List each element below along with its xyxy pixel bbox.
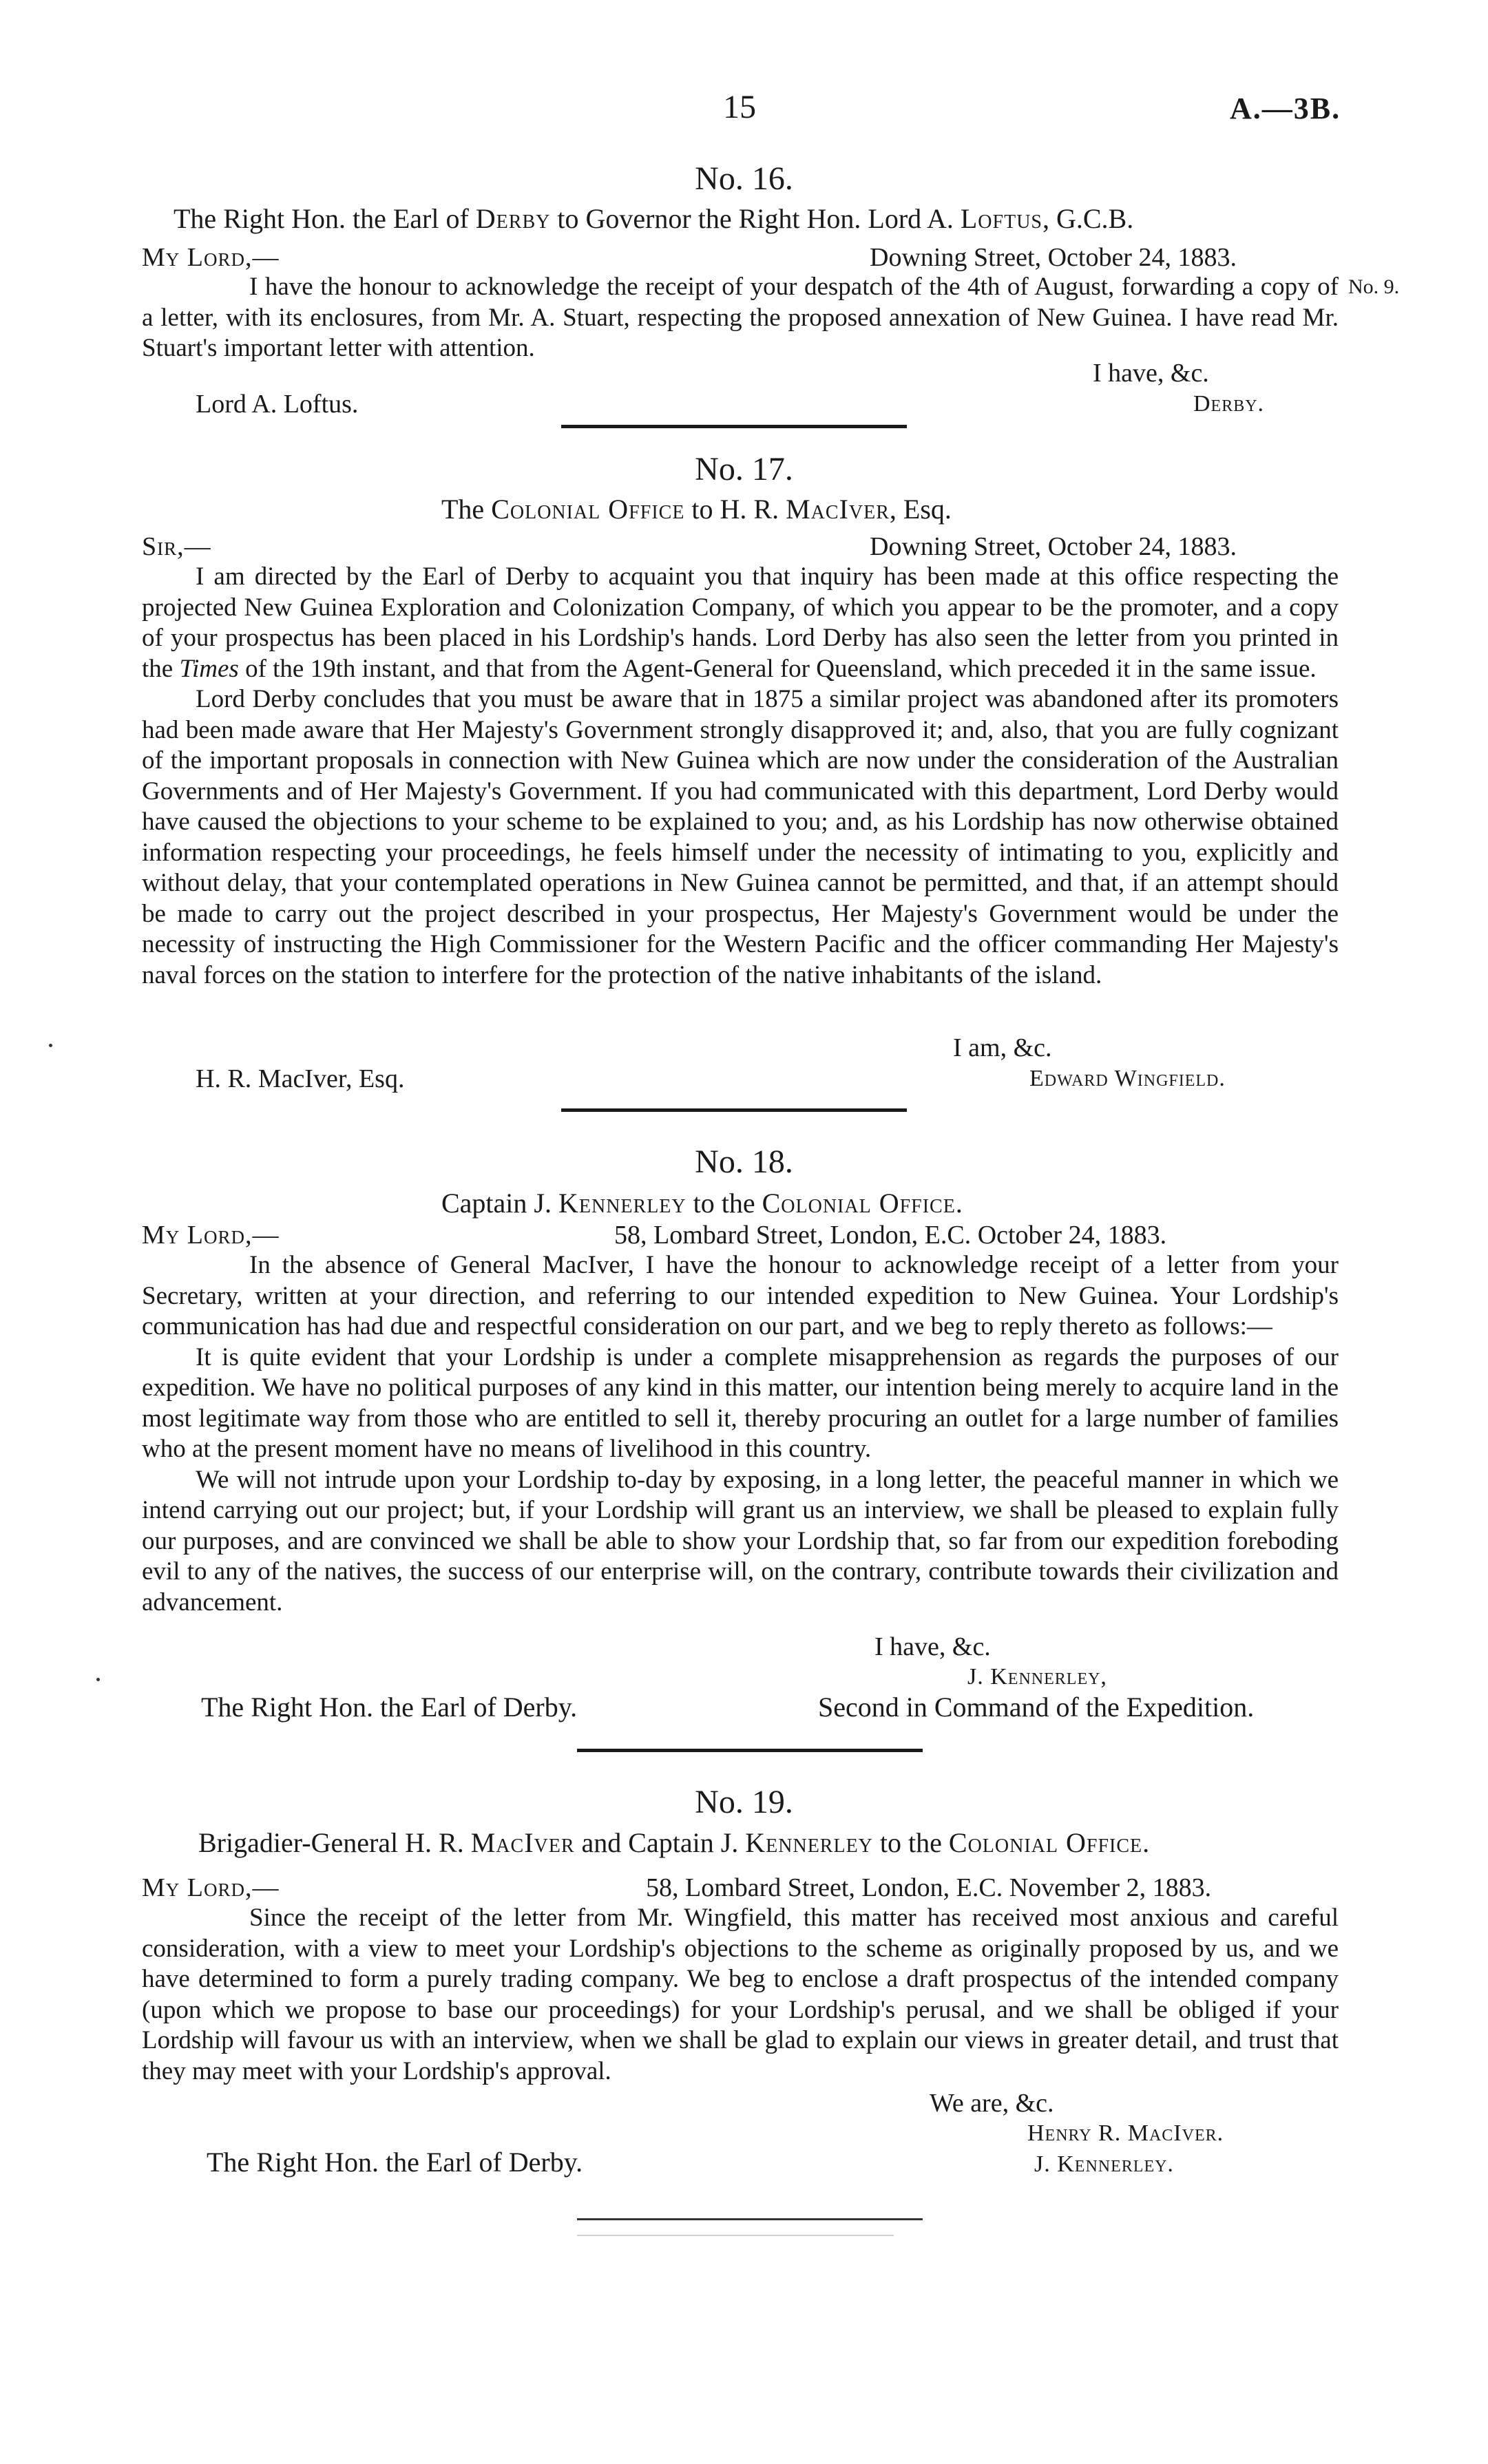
signature: J. Kennerley, — [967, 1664, 1107, 1689]
closing: I have, &c. — [1093, 359, 1209, 388]
letter-subtitle: Brigadier-General H. R. MacIver and Captain J. Kennerley to the Colonial Office. — [198, 1827, 1150, 1858]
salutation: My Lord,— — [142, 243, 280, 272]
end-rule-faint — [577, 2235, 894, 2236]
closing: I have, &c. — [874, 1632, 991, 1661]
letter-subtitle: The Colonial Office to H. R. MacIver, Esq. — [441, 494, 952, 525]
divider-rule — [561, 425, 907, 428]
document-reference: A.—3B. — [1230, 92, 1341, 125]
letter-number: No. 18. — [695, 1144, 793, 1180]
letter-body: I have the honour to acknowledge the receipt of your despatch of the 4th of August, forwarding a copy of a letter, with its enclosures, from Mr. A. Stuart, respecting the proposed annexation of New Guinea. I have read Mr. Stuart's important letter with attention. — [142, 273, 1339, 362]
divider-rule — [561, 1108, 907, 1112]
letter-number: No. 17. — [695, 451, 793, 487]
signature: J. Kennerley. — [1034, 2151, 1174, 2177]
signature: Edward Wingfield. — [1029, 1066, 1226, 1091]
letter-body: Since the receipt of the letter from Mr. Wingfield, this matter has received most anxious and careful consideration, with a view to meet your Lordship's objections to the scheme as originally proposed by us, and we have determined to form a purely trading company. We beg to enclose a draft prospectus of the intended company (upon which we propose to base our proceedings) for your Lordship's perusal, and we shall be obliged if your Lordship will favour us with an interview, when we shall be glad to explain our views in greater detail, and trust that they may meet with your Lordship's approval. — [142, 1904, 1339, 2085]
signature: Derby. — [1193, 391, 1265, 417]
closing: We are, &c. — [930, 2089, 1054, 2118]
page-number: 15 — [723, 89, 756, 125]
addressee: H. R. MacIver, Esq. — [196, 1064, 405, 1093]
place-date: Downing Street, October 24, 1883. — [870, 532, 1237, 561]
letter-number: No. 16. — [695, 160, 793, 197]
place-date: 58, Lombard Street, London, E.C. October 24, 1883. — [614, 1221, 1167, 1250]
end-rule — [577, 2218, 923, 2220]
addressee: The Right Hon. the Earl of Derby. — [201, 1692, 578, 1723]
signature-title: Second in Command of the Expedition. — [818, 1692, 1255, 1723]
salutation: Sir,— — [142, 532, 211, 561]
signature: Henry R. MacIver. — [1027, 2120, 1224, 2146]
salutation: My Lord,— — [142, 1873, 280, 1902]
letter-subtitle: The Right Hon. the Earl of Derby to Governor the Right Hon. Lord A. Loftus, G.C.B. — [174, 203, 1134, 234]
letter-body: I am directed by the Earl of Derby to acquaint you that inquiry has been made at this office respecting the projected New Guinea Exploration and Colonization Company, of which you appear to be the promoter, and a copy of your prospectus has been placed in his Lordship's hands. Lord Derby has also seen the letter from you printed in the Times of the 19th instant, and that from the Agent-General for Queensland, which preceded it in the same issue. Lord Derby concludes that you must be aware that in 1875 a similar project was abandoned after its promoters had been made aware that Her Majesty's Government strongly disapproved it; and, also, that you are fully cognizant of the important proposals in connection with New Guinea which are now under the consideration of the Australian Governments and of Her Majesty's Government. If you had communicated with this department, Lord Derby would have caused the objections to your scheme to be explained to you; and, as his Lordship has now otherwise obtained information respecting your proceedings, he feels himself under the necessity of intimating to you, explicitly and without delay, that your contemplated operations in New Guinea cannot be permitted, and that, if an attempt should be made to carry out the project described in your prospectus, Her Majesty's Government would be under the necessity of instructing the High Commissioner for the Western Pacific and the officer commanding Her Majesty's naval forces on the station to interfere for the protection of the native inhabitants of the island. — [142, 562, 1339, 989]
letter-body: In the absence of General MacIver, I have the honour to acknowledge receipt of a letter from your Secretary, written at your direction, and referring to our intended expedition to New Guinea. Your Lordship's communication has had due and respectful consideration on our part, and we beg to reply thereto as follows:— It is quite evident that your Lordship is under a complete misapprehension as regards the purposes of our expedition. We have no political purposes of any kind in this matter, our intention being merely to acquire land in the most legitimate way from those who are entitled to sell it, thereby procuring an outlet for a large number of families who at the present moment have no means of livelihood in this country. We will not intrude upon your Lordship to-day by exposing, in a long letter, the peaceful manner in which we intend carrying out our project; but, if your Lordship will grant us an interview, we shall be pleased to explain fully our purposes, and are convinced we shall be able to show your Lordship that, so far from our expedition foreboding evil to any of the natives, the success of our enterprise will, on the contrary, contribute towards their civilization and advancement. — [142, 1251, 1339, 1617]
addressee: Lord A. Loftus. — [196, 390, 359, 419]
salutation: My Lord,— — [142, 1221, 280, 1250]
print-speck — [49, 1044, 52, 1047]
addressee: The Right Hon. the Earl of Derby. — [207, 2147, 583, 2178]
print-speck — [96, 1678, 100, 1681]
place-date: 58, Lombard Street, London, E.C. November 2, 1883. — [646, 1873, 1212, 1902]
margin-note: No. 9. — [1348, 275, 1400, 298]
divider-rule — [577, 1749, 923, 1752]
letter-subtitle: Captain J. Kennerley to the Colonial Office. — [441, 1188, 963, 1219]
letter-number: No. 19. — [695, 1784, 793, 1820]
closing: I am, &c. — [953, 1033, 1052, 1062]
place-date: Downing Street, October 24, 1883. — [870, 243, 1237, 272]
